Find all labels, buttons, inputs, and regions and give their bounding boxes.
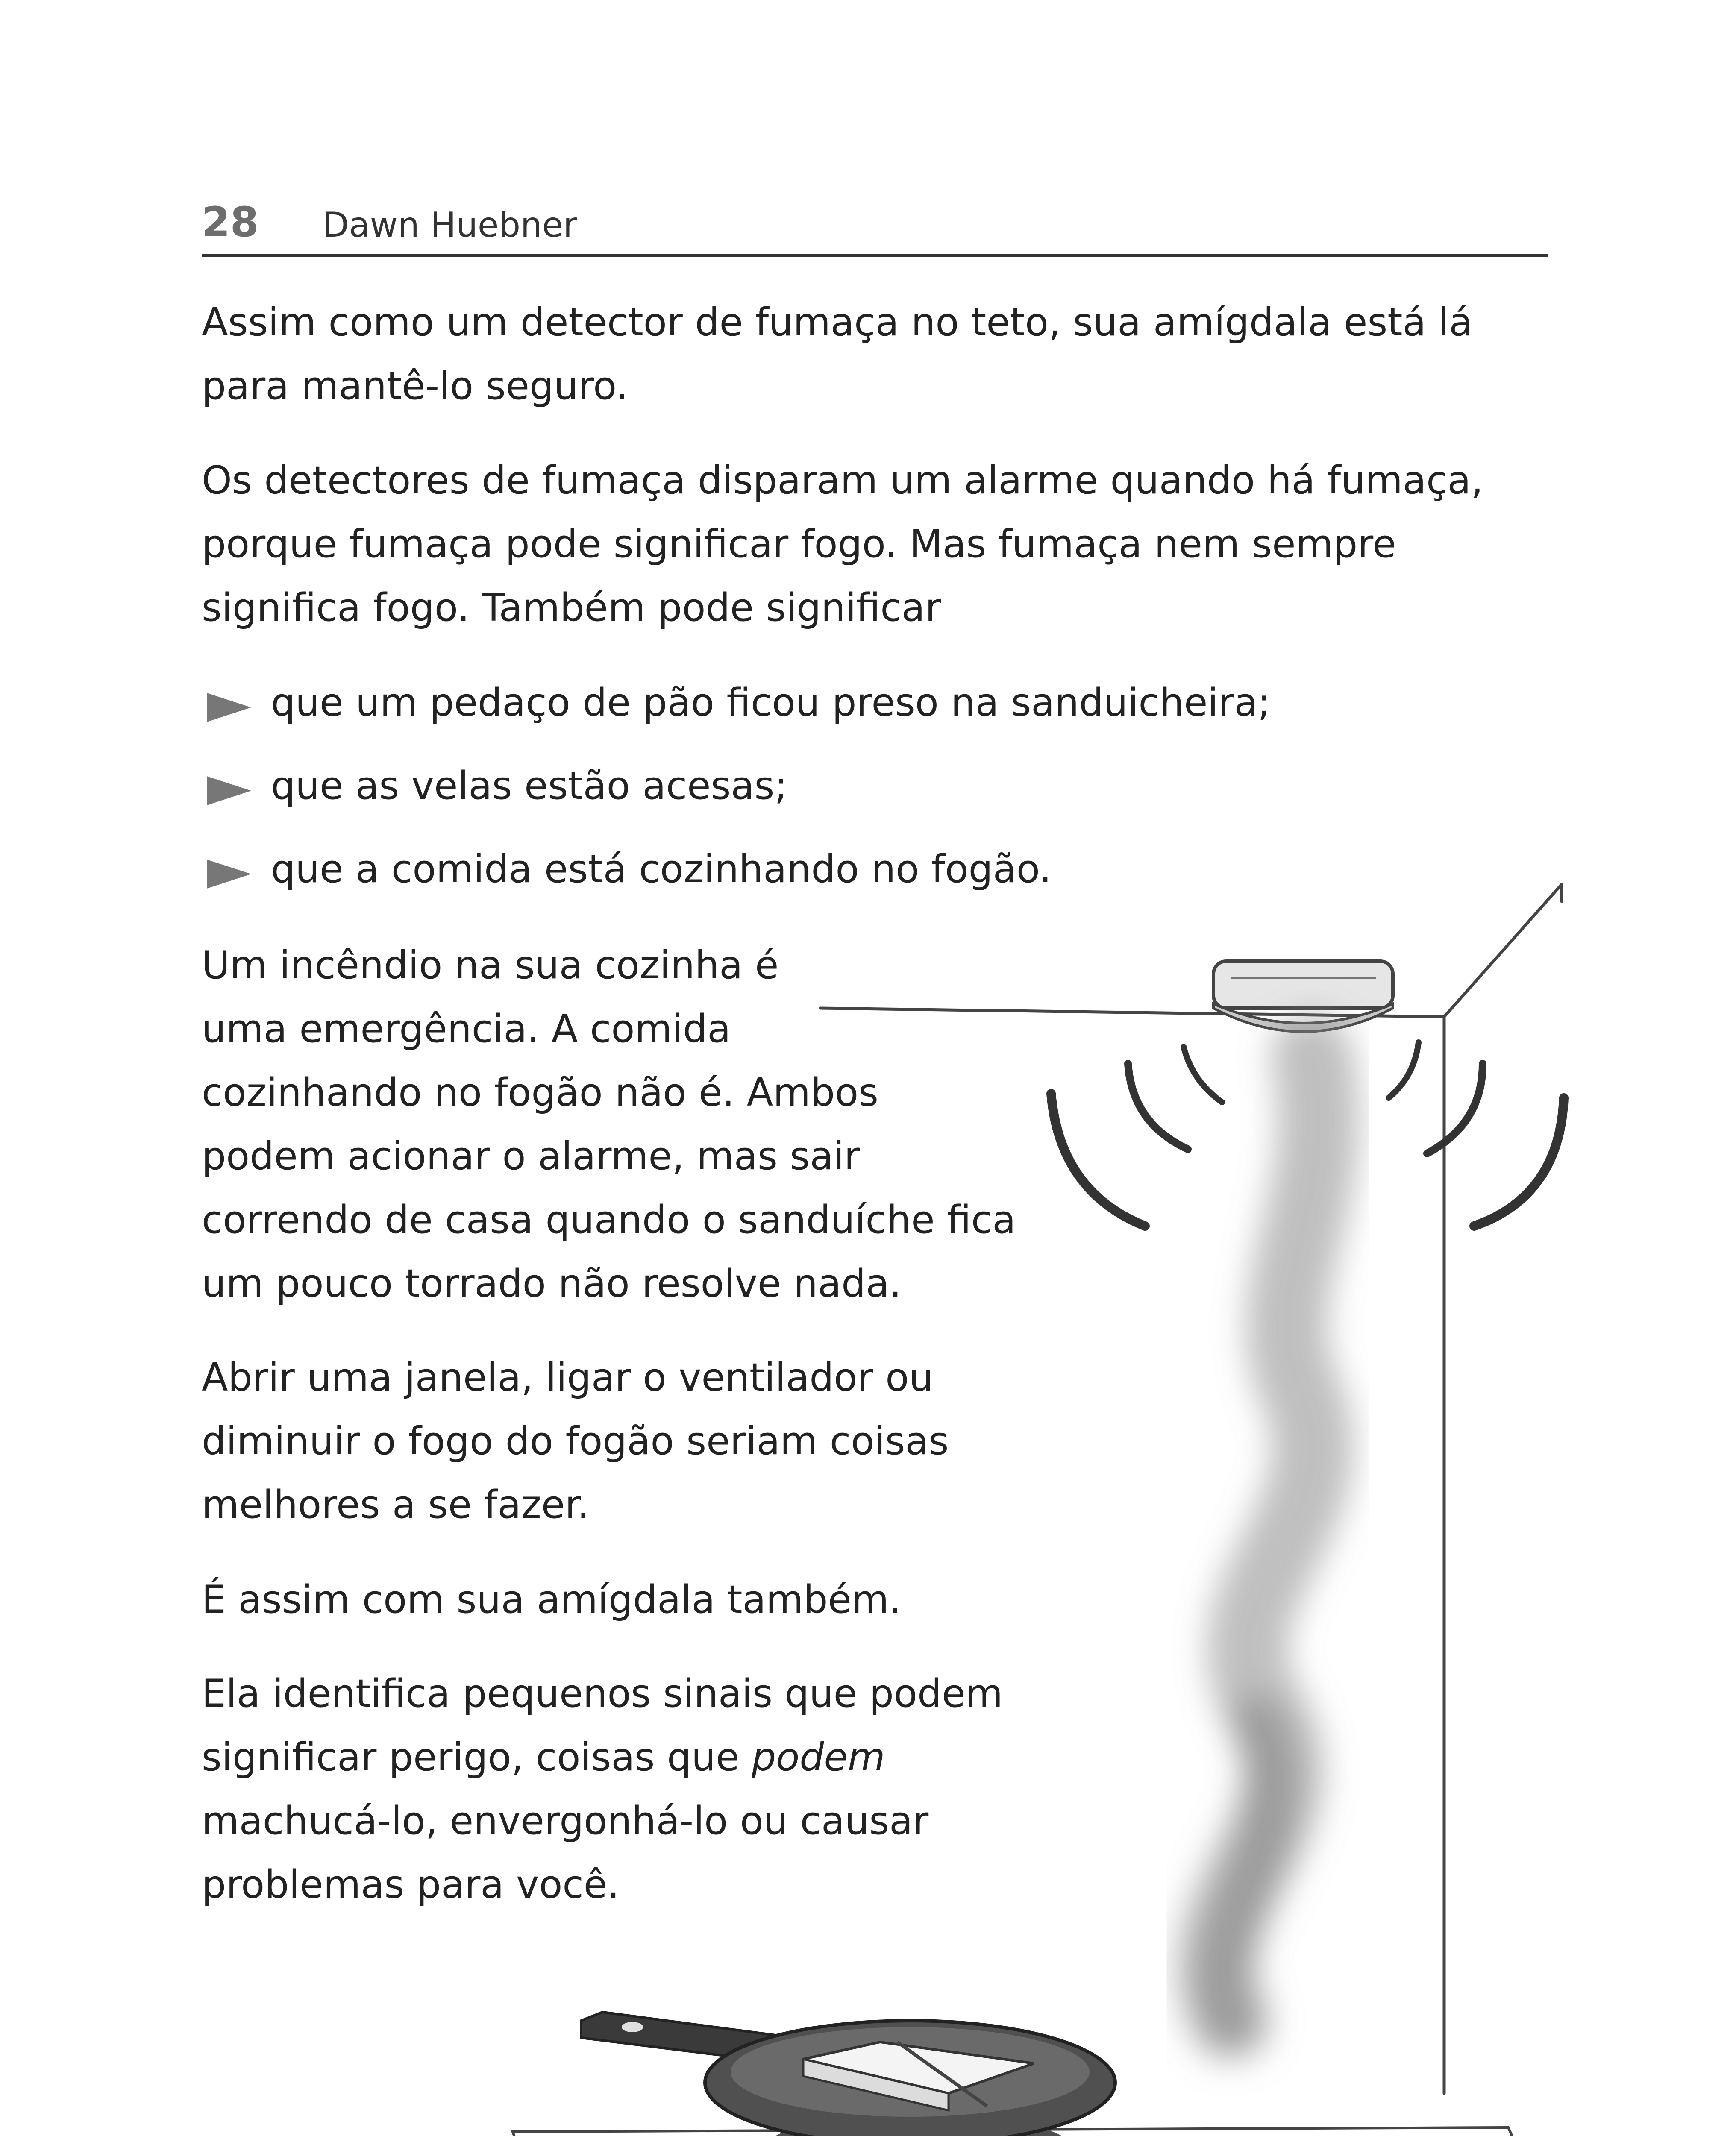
bullet-text: que a comida está cozinhando no fogão. <box>271 847 1052 892</box>
running-header <box>202 194 1548 258</box>
text-line: diminuir o fogo do fogão seriam coisas <box>202 1419 949 1464</box>
text-line: Assim como um detector de fumaça no teto, sua amígdala está lá <box>202 300 1473 345</box>
text-line: Um incêndio na sua cozinha é <box>202 943 779 988</box>
text-line: Abrir uma janela, ligar o ventilador ou <box>202 1355 934 1400</box>
text-line: cozinhando no fogão não é. Ambos <box>202 1070 879 1115</box>
bullet-text: que um pedaço de pão ficou preso na sanduicheira; <box>271 680 1271 725</box>
text-line: correndo de casa quando o sanduíche fica <box>202 1197 1016 1242</box>
text-line: Os detectores de fumaça disparam um alarme quando há fumaça, <box>202 458 1483 503</box>
text-line: para mantê-lo seguro. <box>202 364 629 408</box>
text-line: machucá-lo, envergonhá-lo ou causar <box>202 1799 929 1843</box>
text-line: melhores a se fazer. <box>202 1482 590 1527</box>
bullet-text: que as velas estão acesas; <box>271 763 787 808</box>
paragraph-intro <box>202 290 1472 418</box>
text-line: uma emergência. A comida <box>202 1006 731 1051</box>
paragraph-fire-emergency <box>202 933 1016 1315</box>
text-line: significar perigo, coisas que <box>202 1735 752 1780</box>
emphasized-word: podem <box>752 1735 885 1780</box>
triangle-bullet-icon <box>207 860 251 889</box>
triangle-bullet-icon <box>207 693 251 722</box>
text-line: problemas para você. <box>202 1862 620 1907</box>
paragraph-smoke-detectors <box>202 449 1483 640</box>
text-line: podem acionar o alarme, mas sair <box>202 1134 860 1179</box>
smoke-plume <box>1217 1055 1318 2021</box>
text-line: significa fogo. Também pode significar <box>202 585 941 630</box>
triangle-bullet-icon <box>207 776 251 805</box>
author-name: Dawn Huebner <box>323 205 577 245</box>
text-line: um pouco torrado não resolve nada. <box>202 1261 902 1306</box>
text-line: Ela identifica pequenos sinais que podem <box>202 1671 1003 1716</box>
paragraph-better-actions <box>202 1346 949 1537</box>
paragraph-amygdala-too <box>202 1568 901 1631</box>
paragraph-danger-signals <box>202 1662 1003 1916</box>
page-number: 28 <box>202 198 259 246</box>
text-line: É assim com sua amígdala também. <box>202 1577 902 1622</box>
text-line: porque fumaça pode significar fogo. Mas fumaça nem sempre <box>202 522 1396 566</box>
header-rule <box>202 254 1548 257</box>
